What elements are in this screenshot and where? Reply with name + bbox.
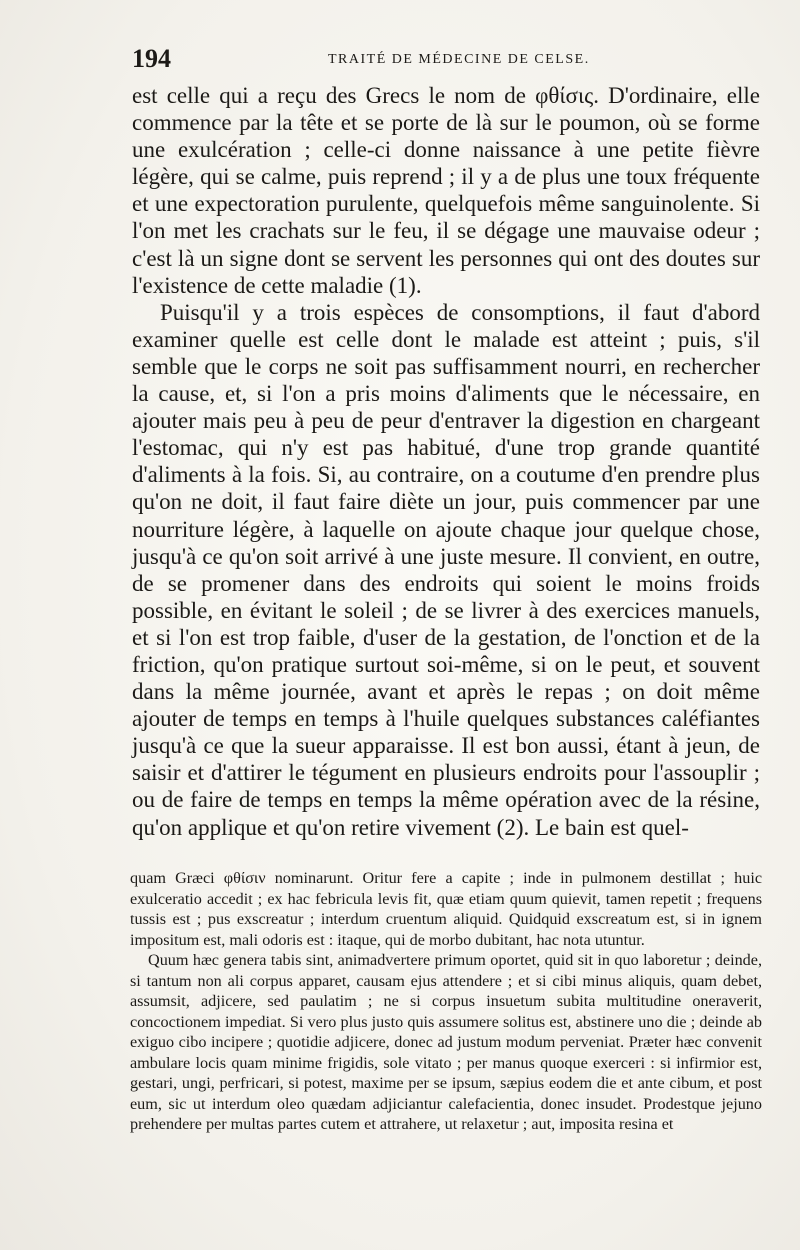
main-paragraph-2: Puisqu'il y a trois espèces de consomptions, il faut d'abord examiner quelle est celle dont le malade est atteint ; puis, s'il semble que le corps ne soit pas suffisamment nourri, en rechercher la cause, et, si l'on a pris moins d'aliments que le nécessaire, en ajouter mais peu à peu de peur d'entraver la digestion en chargeant l'estomac, qui n'y est pas habitué, d'une trop grande quantité d'aliments à la fois. Si, au contraire, on a coutume d'en prendre plus qu'on ne doit, il faut faire diète un jour, puis commencer par une nourriture légère, à laquelle on ajoute chaque jour quelque chose, jusqu'à ce qu'on soit arrivé à une juste mesure. Il convient, en outre, de se promener dans des endroits qui soient le moins froids possible, en évitant le soleil ; de se livrer à des exercices manuels, et si l'on est trop faible, d'user de la gestation, de l'onction et de la friction, qu'on pratique surtout soi-même, si on le peut, et souvent dans la même journée, avant et après le repas ; on doit même ajouter de temps en temps à l'huile quelques substances caléfiantes jusqu'à ce que la sueur apparaisse. Il est bon aussi, étant à jeun, de saisir et d'attirer le tégument en plusieurs endroits pour l'assouplir ; ou de faire de temps en temps la même opération avec de la résine, qu'on applique et qu'on retire vivement (2). Le bain est quel- xyxy=(132,299,760,840)
page-number: 194 xyxy=(132,44,171,73)
main-text xyxy=(132,82,760,841)
running-head: TRAITÉ DE MÉDECINE DE CELSE. xyxy=(328,52,590,67)
latin-note-paragraph-2: Quum hæc genera tabis sint, animadvertere primum oportet, quid sit in quo laboretur ; deinde, si tantum non ali corpus apparet, causam ejus attendere ; et si cibi minus aliquis, quam debet, assumsit, adjicere, sed paulatim ; ne si corpus insuetum subita multitudine oneraverit, concoctionem impediat. Si vero plus justo quis assumere solitus est, abstinere uno die ; deinde ab exiguo cibo incipere ; quotidie adjicere, donec ad justum modum perveniat. Præter hæc convenit ambulare locis quam minime frigidis, sole vitato ; per manus quoque exerceri : si infirmior est, gestari, ungi, perfricari, si potest, maxime per se ipsum, sæpius eodem die et ante cibum, et post eum, sic ut interdum oleo quædam adjiciantur calefacientia, donec insudet. Prodestque jejuno prehendere per multas partes cutem et attrahere, ut relaxetur ; aut, imposita resina et xyxy=(130,951,762,1133)
main-paragraph-1: est celle qui a reçu des Grecs le nom de φθίσις. D'ordinaire, elle commence par la tête et se porte de là sur le poumon, où se forme une exulcération ; celle-ci donne naissance à une petite fièvre légère, qui se calme, puis reprend ; il y a de plus une toux fréquente et une expectoration purulente, quelquefois même sanguinolente. Si l'on met les crachats sur le feu, il se dégage une mauvaise odeur ; c'est là un signe dont se servent les personnes qui ont des doutes sur l'existence de cette maladie (1). xyxy=(132,83,760,298)
latin-note-paragraph-1: quam Græci φθίσιν nominarunt. Oritur fere a capite ; inde in pulmonem destillat ; huic exulceratio accedit ; ex hac febricula levis fit, quæ etiam quum quievit, tamen repetit ; frequens tussis est ; pus exscreatur ; interdum cruentum aliquid. Quidquid exscreatum est, si in ignem impositum est, mali odoris est : itaque, qui de morbo dubitant, hac nota utuntur. xyxy=(130,869,762,949)
latin-notes xyxy=(130,868,762,1135)
page-header xyxy=(132,44,770,74)
